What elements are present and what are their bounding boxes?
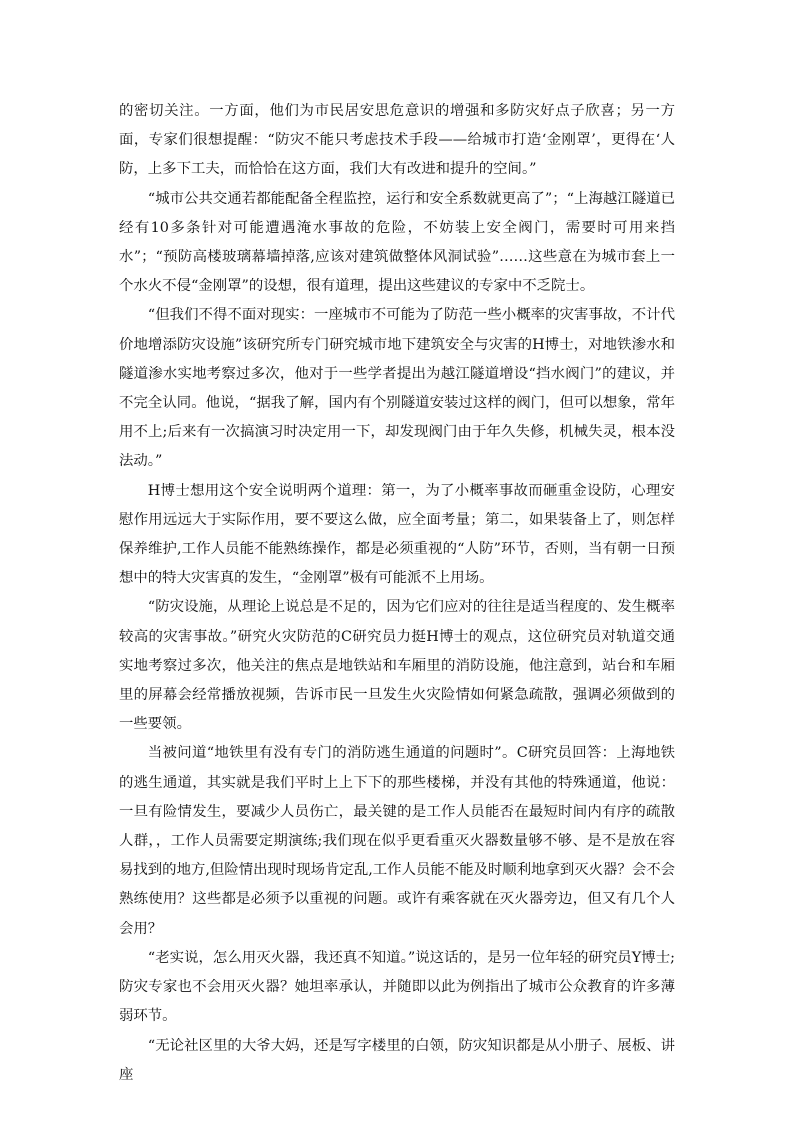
paragraph-3: “但我们不得不面对现实：一座城市不可能为了防范一些小概率的灾害事故，不计代价地增添防灾设施”该研究所专门研究城市地下建筑安全与灾害的H博士，对地铁渗水和隧道渗水实地考察过多次，他对于一些学者提出为越江隧道增设“挡水阀门”的建议，并不完全认同。他说，“据我了解，国内有个别隧道安装过这样的阀门，但可以想象，常年用不上;后来有一次搞演习时决定用一下，却发现阀门由于年久失修，机械失灵，根本没法动。” — [119, 307, 675, 470]
paragraph-2: “城市公共交通若都能配备全程监控，运行和安全系数就更高了”；“上海越江隧道已经有10多条针对可能遭遇淹水事故的危险，不妨装上安全阀门，需要时可用来挡水”；“预防高楼玻璃幕墙掉落,应该对建筑做整体风洞试验”……这些意在为城市套上一个水火不侵“金刚罩”的设想，很有道理，提出这些建议的专家中不乏院士。 — [119, 190, 675, 295]
paragraph-6: 当被问道“地铁里有没有专门的消防逃生通道的问题时”。C研究员回答：上海地铁的逃生通道，其实就是我们平时上上下下的那些楼梯，并没有其他的特殊通道，他说：一旦有险情发生，要减少人员伤亡，最关键的是工作人员能否在最短时间内有序的疏散人群，，工作人员需要定期演练;我们现在似乎更看重灭火器数量够不够、是不是放在容易找到的地方,但险情出现时现场肯定乱,工作人员能不能及时顺利地拿到灭火器？会不会熟练使用？这些都是必须予以重视的问题。或许有乘客就在灭火器旁边，但又有几个人会用？ — [119, 745, 675, 937]
paragraph-5: “防灾设施，从理论上说总是不足的，因为它们应对的往往是适当程度的、发生概率较高的灾害事故。”研究火灾防范的C研究员力挺H博士的观点，这位研究员对轨道交通实地考察过多次，他关注的焦点是地铁站和车厢里的消防设施，他注意到，站台和车厢里的屏幕会经常播放视频，告诉市民一旦发生火灾险情如何紧急疏散，强调必须做到的一些要领。 — [119, 599, 675, 733]
paragraph-1: 的密切关注。一方面，他们为市民居安思危意识的增强和多防灾好点子欣喜；另一方面，专家们很想提醒：“防灾不能只考虑技术手段——给城市打造‘金刚罩’，更得在‘人防，上多下工夫，而恰恰在这方面，我们大有改进和提升的空间。” — [119, 103, 675, 178]
document-body — [119, 97, 675, 1090]
paragraph-4: H博士想用这个安全说明两个道理：第一，为了小概率事故而砸重金设防，心理安慰作用远远大于实际作用，要不要这么做，应全面考量；第二，如果装备上了，则怎样保养维护,工作人员能不能熟练操作，都是必须重视的“人防”环节，否则，当有朝一日预想中的特大灾害真的发生，“金刚罩”极有可能派不上用场。 — [119, 482, 675, 587]
paragraph-8: “无论社区里的大爷大妈，还是写字楼里的白领，防灾知识都是从小册子、展板、讲座 — [119, 1037, 675, 1083]
paragraph-7: “老实说，怎么用灭火器，我还真不知道。”说这话的，是另一位年轻的研究员Y博士;防灾专家也不会用灭火器？她坦率承认，并随即以此为例指出了城市公众教育的许多薄弱环节。 — [119, 949, 675, 1025]
